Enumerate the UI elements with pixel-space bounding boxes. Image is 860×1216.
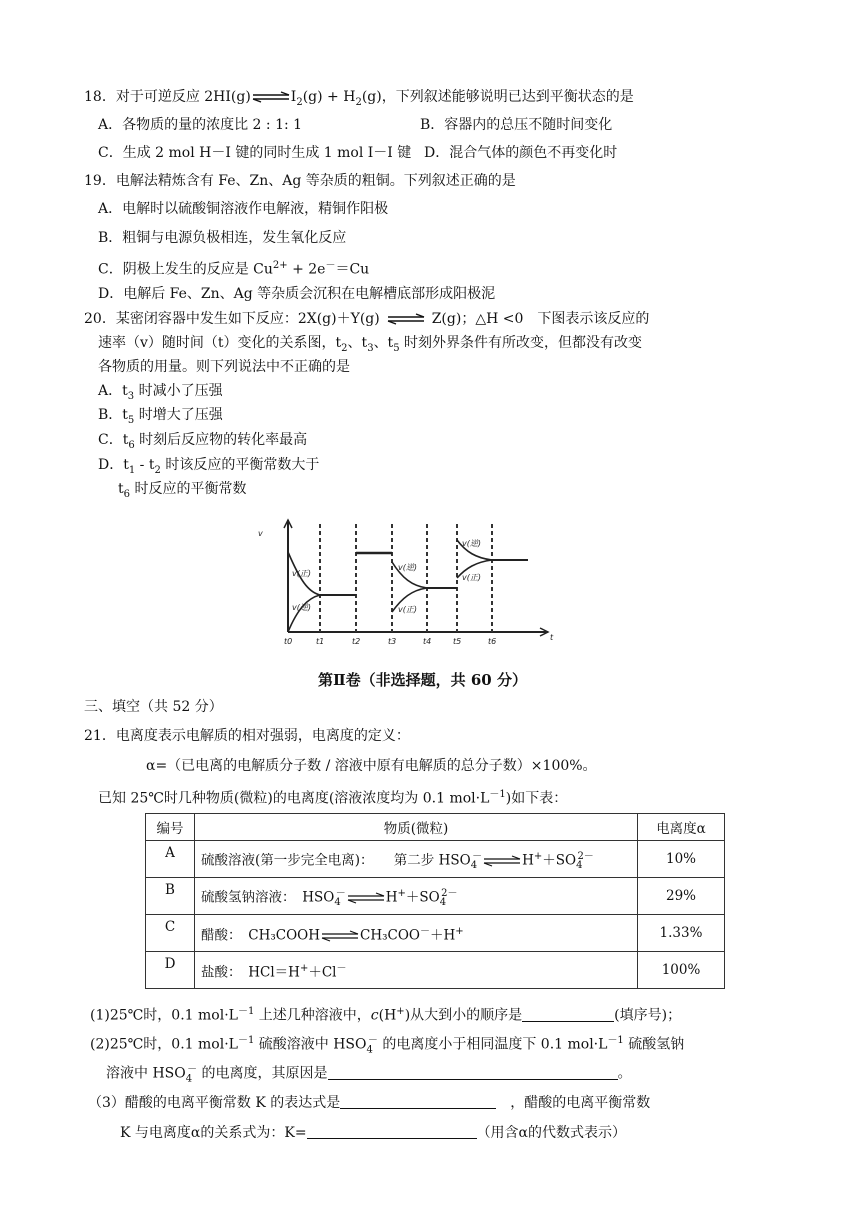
graph-label-v-reverse: v(逆) [462,539,481,548]
table-header-cell: 物质(微粒) [195,814,638,841]
q21-part2-cont: 溶液中 $HSO_4^-$ 的电离度，其原因是 。 [106,1064,632,1085]
graph-tick-t5: t5 [453,637,462,646]
table-row [146,952,725,989]
graph-label-v-forward: v(正) [398,605,417,614]
graph-tick-t3: t3 [388,637,397,646]
graph-tick-t4: t4 [423,637,432,646]
equilibrium-arrow-icon [386,313,426,325]
equilibrium-arrow-icon [346,892,386,904]
equilibrium-arrow-icon [320,930,360,942]
rate-time-graph [248,500,568,648]
graph-label-time-axis: t [550,633,554,642]
table-row [146,915,725,952]
q21-line3: 已知 25℃时几种物质(微粒)的电离度(溶液浓度均为 0.1 $mol\cdot L^{-1}$)如下表： [98,789,568,807]
q20-stem-line3: 各物质的用量。则下列说法中不正确的是 [98,359,350,375]
answer-blank[interactable] [307,1124,477,1139]
table-cell-id: B [146,878,195,915]
ionization-table [145,813,725,989]
q20-option-d: D．$t_1 - t_2$ 时该反应的平衡常数大于 [98,457,320,476]
q21-definition: α=（已电离的电解质分子数 / 溶液中原有电解质的总分子数）×100%。 [146,758,597,774]
q20-option-a: A．$t_3$ 时减小了压强 [98,383,223,402]
table-cell-substance: 盐酸： HCl＝H+＋Cl－ [195,952,638,989]
q20-option-d-cont: $t_6$ 时反应的平衡常数 [118,481,247,500]
equilibrium-arrow-icon [251,91,291,103]
q20-stem-line2: 速率（v）随时间（t）变化的关系图，$t_2$、$t_3$、$t_5$ 时刻外界条件有所改变，但都没有改变 [98,335,643,354]
graph-label-vertical-axis: v [258,529,263,538]
answer-blank[interactable] [340,1094,496,1109]
table-header-row [146,814,725,841]
q18-option-d: D．混合气体的颜色不再变化时 [424,145,618,161]
graph-tick-t6: t6 [488,637,497,646]
q19-option-d: D．电解后 Fe、Zn、Ag 等杂质会沉积在电解槽底部形成阳极泥 [98,286,496,302]
table-cell-alpha: 29% [638,878,725,915]
table-cell-id: A [146,841,195,878]
table-cell-alpha: 100% [638,952,725,989]
table-cell-id: D [146,952,195,989]
graph-tick-t2: t2 [352,637,361,646]
table-cell-id: C [146,915,195,952]
q19-option-a: A．电解时以硫酸铜溶液作电解液，精铜作阳极 [98,201,389,217]
graph-label-v-forward: v(正) [462,573,481,582]
table-row [146,841,725,878]
q21-part2: (2)25℃时，0.1 $mol\cdot L^{-1}$ 硫酸溶液中 $HSO_4^-$ 的电离度小于相同温度下 0.1 $mol\cdot L^{-1}$ 硫酸氢钠 [90,1035,685,1056]
section3-heading: 三、填空（共 52 分） [84,699,223,715]
q21-part1: (1)25℃时，0.1 $mol\cdot L^{-1}$ 上述几种溶液中，c(H+)从大到小的顺序是 (填序号)； [90,1006,682,1024]
answer-blank[interactable] [328,1065,618,1080]
graph-tick-t0: t0 [284,637,293,646]
q18-stem: 18．对于可逆反应 2HI(g) $I_2(g) + H_2(g)$，下列叙述能够说明已达到平衡状态的是 [84,89,634,108]
q18-option-a: A．各物质的量的浓度比 2 : 1: 1 [98,117,303,133]
q21-part3-cont: K 与电离度α的关系式为：K= （用含α的代数式表示） [120,1125,627,1141]
q18-option-b: B．容器内的总压不随时间变化 [420,117,613,133]
q21-line1: 21．电离度表示电解质的相对强弱，电离度的定义： [84,728,410,744]
q21-part3: （3）醋酸的电离平衡常数 K 的表达式是 ，醋酸的电离平衡常数 [88,1095,651,1111]
q19-stem: 19．电解法精炼含有 Fe、Zn、Ag 等杂质的粗铜。下列叙述正确的是 [84,173,516,189]
q19-option-c: C．阴极上发生的反应是 $Cu^{2+} + 2e^-=Cu$ [98,260,370,278]
q20-stem-line1: 20．某密闭容器中发生如下反应：2X(g)＋Y(g) Z(g)；△H <0 下图表示该反应的 [84,311,650,327]
equilibrium-arrow-icon [482,855,522,867]
graph-label-v-reverse: v(逆) [398,563,417,572]
graph-label-v-reverse: v(逆) [292,603,311,612]
graph-label-v-forward: v(正) [292,569,311,578]
table-header-cell: 编号 [146,814,195,841]
table-cell-substance: 醋酸： CH₃COOH CH₃COO－＋H+ [195,915,638,952]
part2-title: 第Ⅱ卷（非选择题，共 60 分） [318,671,527,689]
table-header-cell: 电离度α [638,814,725,841]
table-cell-alpha: 10% [638,841,725,878]
graph-tick-t1: t1 [316,637,325,646]
answer-blank[interactable] [522,1007,614,1022]
table-row [146,878,725,915]
q20-option-b: B．$t_5$ 时增大了压强 [98,407,223,426]
table-cell-substance: 硫酸氢钠溶液： $HSO_4^-$ $H^++SO_4^{2-}$ [195,878,638,915]
q20-option-c: C．$t_6$ 时刻后反应物的转化率最高 [98,432,308,451]
table-cell-substance: 硫酸溶液(第一步完全电离)： 第二步 $HSO_4^-$ $H^++SO_4^{2-}$ [195,841,638,878]
q18-option-c: C．生成 2 mol H－I 键的同时生成 1 mol I－I 键 [98,145,412,161]
q19-option-b: B．粗铜与电源负极相连，发生氧化反应 [98,230,347,246]
table-cell-alpha: 1.33% [638,915,725,952]
